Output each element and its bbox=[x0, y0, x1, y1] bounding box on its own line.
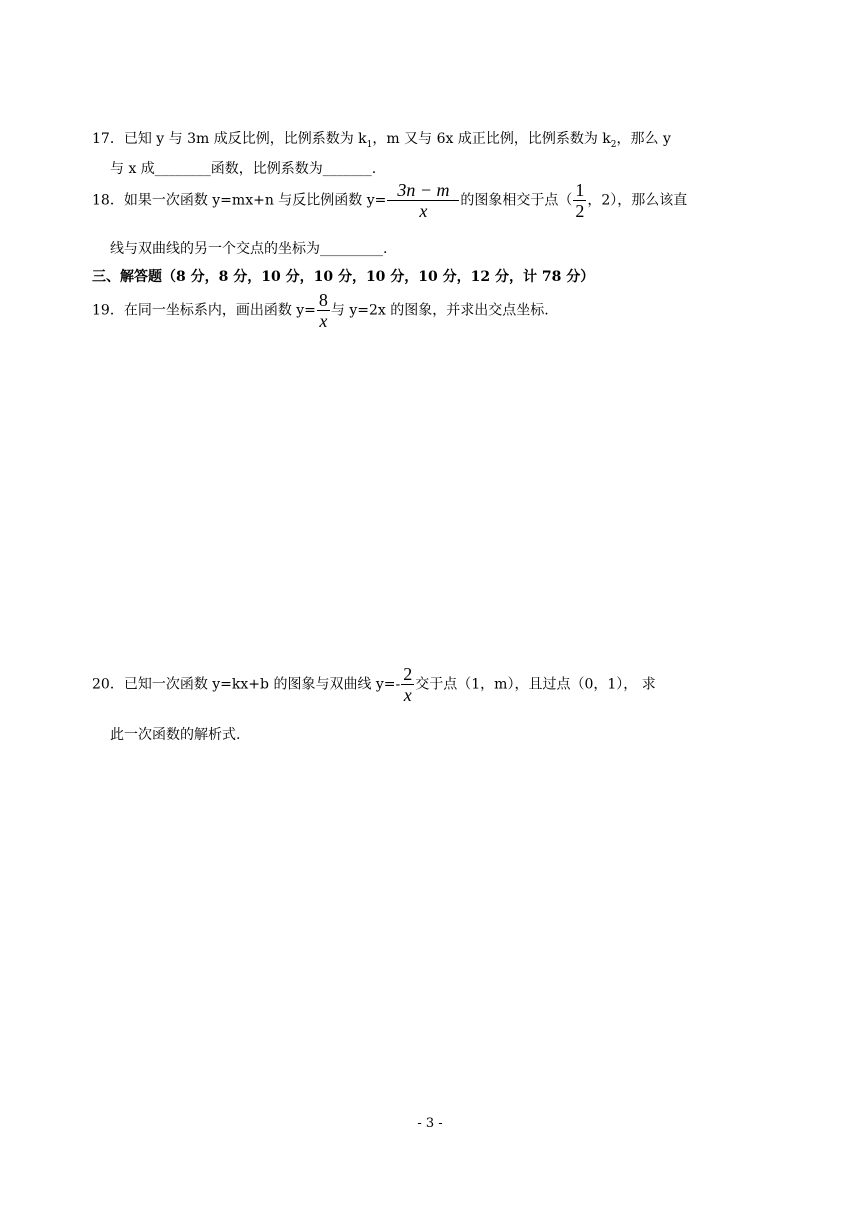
question-17-text-b: ，m 又与 6x 成正比例，比例系数为 k bbox=[372, 131, 611, 147]
fraction-8-over-x bbox=[317, 290, 330, 331]
question-20-number: 20． bbox=[92, 676, 124, 693]
fraction-denominator: x bbox=[419, 201, 428, 221]
question-17-line2 bbox=[110, 158, 376, 178]
question-18-text-a: 如果一次函数 y=mx+n 与反比例函数 y= bbox=[123, 192, 387, 209]
question-20-text-a: 已知一次函数 y=kx+b 的图象与双曲线 y=- bbox=[123, 676, 401, 693]
fraction-denominator: 2 bbox=[575, 201, 585, 221]
question-18-number: 18． bbox=[92, 192, 124, 209]
question-17-text-line2: 与 x 成________函数，比例系数为_______. bbox=[110, 161, 377, 177]
fraction-denominator: x bbox=[403, 685, 412, 705]
question-18-line1 bbox=[92, 180, 687, 221]
question-20-line2 bbox=[110, 724, 240, 744]
question-17-text-c: ，那么 y bbox=[616, 131, 671, 147]
question-19-text-a: 在同一坐标系内，画出函数 y= bbox=[123, 302, 316, 319]
fraction-numerator: 8 bbox=[318, 290, 328, 310]
k1-subscript: 1 bbox=[366, 139, 373, 150]
question-19-text-b: 与 y=2x 的图象，并求出交点坐标. bbox=[330, 302, 549, 319]
question-20-text-line2: 此一次函数的解析式. bbox=[110, 727, 241, 743]
question-20-line1 bbox=[92, 664, 656, 705]
question-19-line1 bbox=[92, 290, 549, 331]
question-17-text-a: 已知 y 与 3m 成反比例，比例系数为 k bbox=[123, 131, 367, 147]
k2-subscript: 2 bbox=[610, 139, 617, 150]
question-18-text-c: ，2），那么该直 bbox=[587, 192, 688, 209]
question-20-text-b: 交于点（1，m），且过点（0，1）， 求 bbox=[415, 676, 656, 693]
question-18-text-line2: 线与双曲线的另一个交点的坐标为_________. bbox=[110, 241, 388, 257]
fraction-3n-minus-m-over-x bbox=[387, 180, 459, 221]
question-18-text-b: 的图象相交于点（ bbox=[460, 192, 573, 209]
fraction-one-half bbox=[573, 180, 586, 221]
fraction-numerator: 3n − m bbox=[387, 180, 459, 201]
fraction-2-over-x bbox=[401, 664, 414, 705]
fraction-denominator: x bbox=[319, 311, 328, 331]
question-18-line2 bbox=[110, 238, 387, 258]
fraction-numerator: 1 bbox=[575, 180, 585, 200]
page-number: - 3 - bbox=[417, 1116, 443, 1131]
fraction-numerator: 2 bbox=[403, 664, 413, 684]
section-3-heading: 三、解答题（8 分，8 分，10 分，10 分，10 分，10 分，12 分，计 78 分） bbox=[92, 269, 595, 285]
question-17-line1 bbox=[92, 128, 671, 150]
question-17-number: 17． bbox=[92, 131, 124, 147]
question-19-number: 19． bbox=[92, 302, 124, 319]
